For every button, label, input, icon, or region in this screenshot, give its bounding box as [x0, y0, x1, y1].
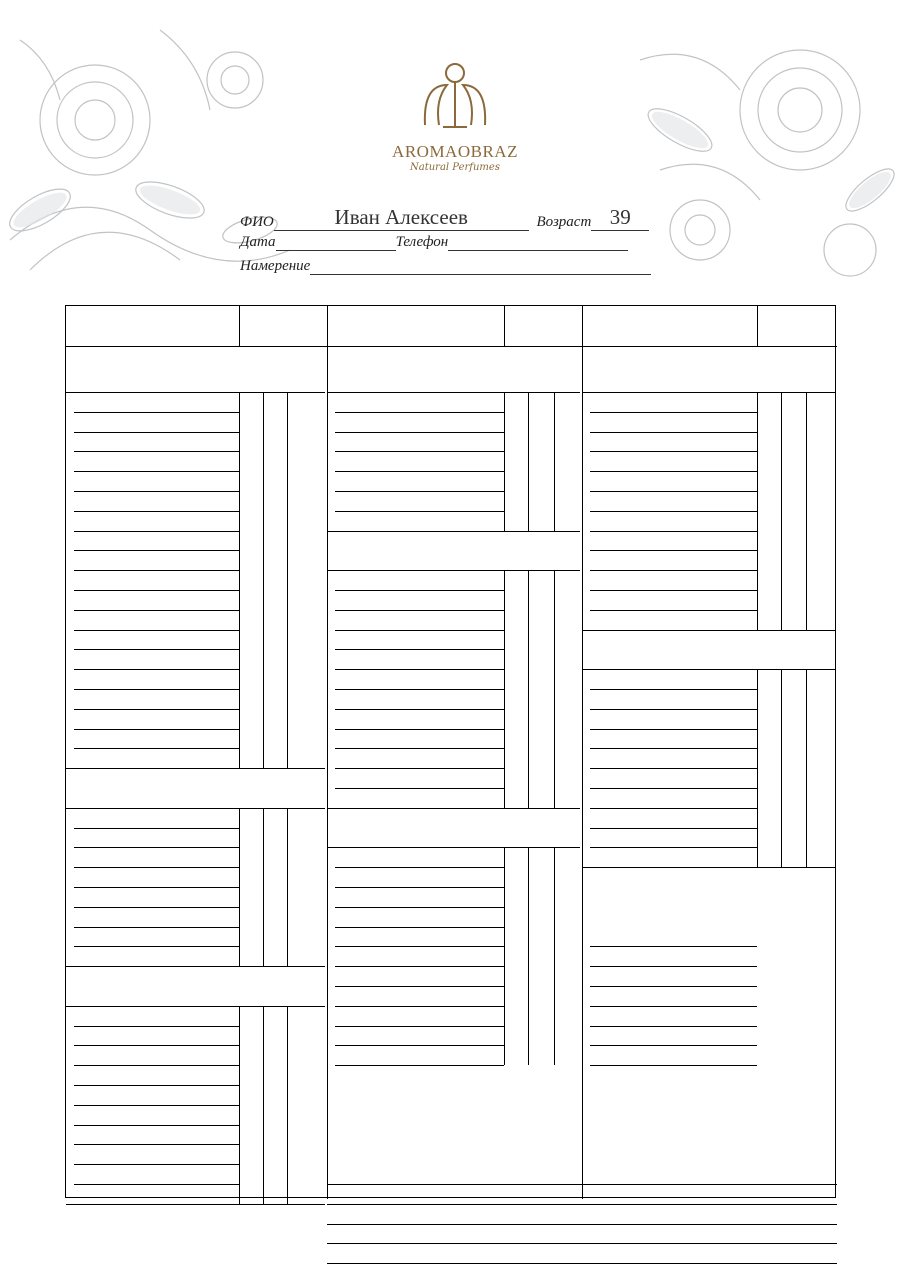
fio-value[interactable]: Иван Алексеев — [274, 205, 529, 231]
fio-row — [240, 205, 649, 231]
intent-field[interactable] — [310, 258, 651, 275]
fio-label: ФИО — [240, 214, 274, 230]
floral-right-illustration — [640, 0, 903, 300]
category-title-selected — [582, 869, 836, 928]
category-title-absolute — [582, 352, 836, 392]
age-value[interactable]: 39 — [591, 205, 649, 231]
intent-row — [240, 258, 651, 275]
category-title-male — [327, 531, 580, 571]
oil-reaction-table — [65, 305, 836, 1198]
intent-label: Намерение — [240, 258, 311, 274]
age-label: Возраст — [536, 214, 592, 230]
brand-logo — [390, 55, 520, 173]
category-title-spicy — [66, 352, 325, 392]
logo-brand-text: AROMAOBRAZ — [392, 142, 518, 161]
phone-label: Телефон — [395, 234, 449, 250]
date-row — [240, 234, 628, 251]
category-title-camphor — [66, 768, 325, 808]
date-label: Дата — [240, 234, 276, 250]
logo-emblem-icon — [405, 55, 505, 135]
category-title-citrus — [66, 966, 325, 1006]
category-title-female — [327, 808, 580, 848]
category-title-cult — [582, 630, 836, 670]
category-title-conifer — [327, 352, 580, 392]
phone-field[interactable] — [448, 234, 628, 251]
logo-subtitle: Natural Perfumes — [410, 162, 500, 173]
date-field[interactable] — [276, 234, 396, 251]
